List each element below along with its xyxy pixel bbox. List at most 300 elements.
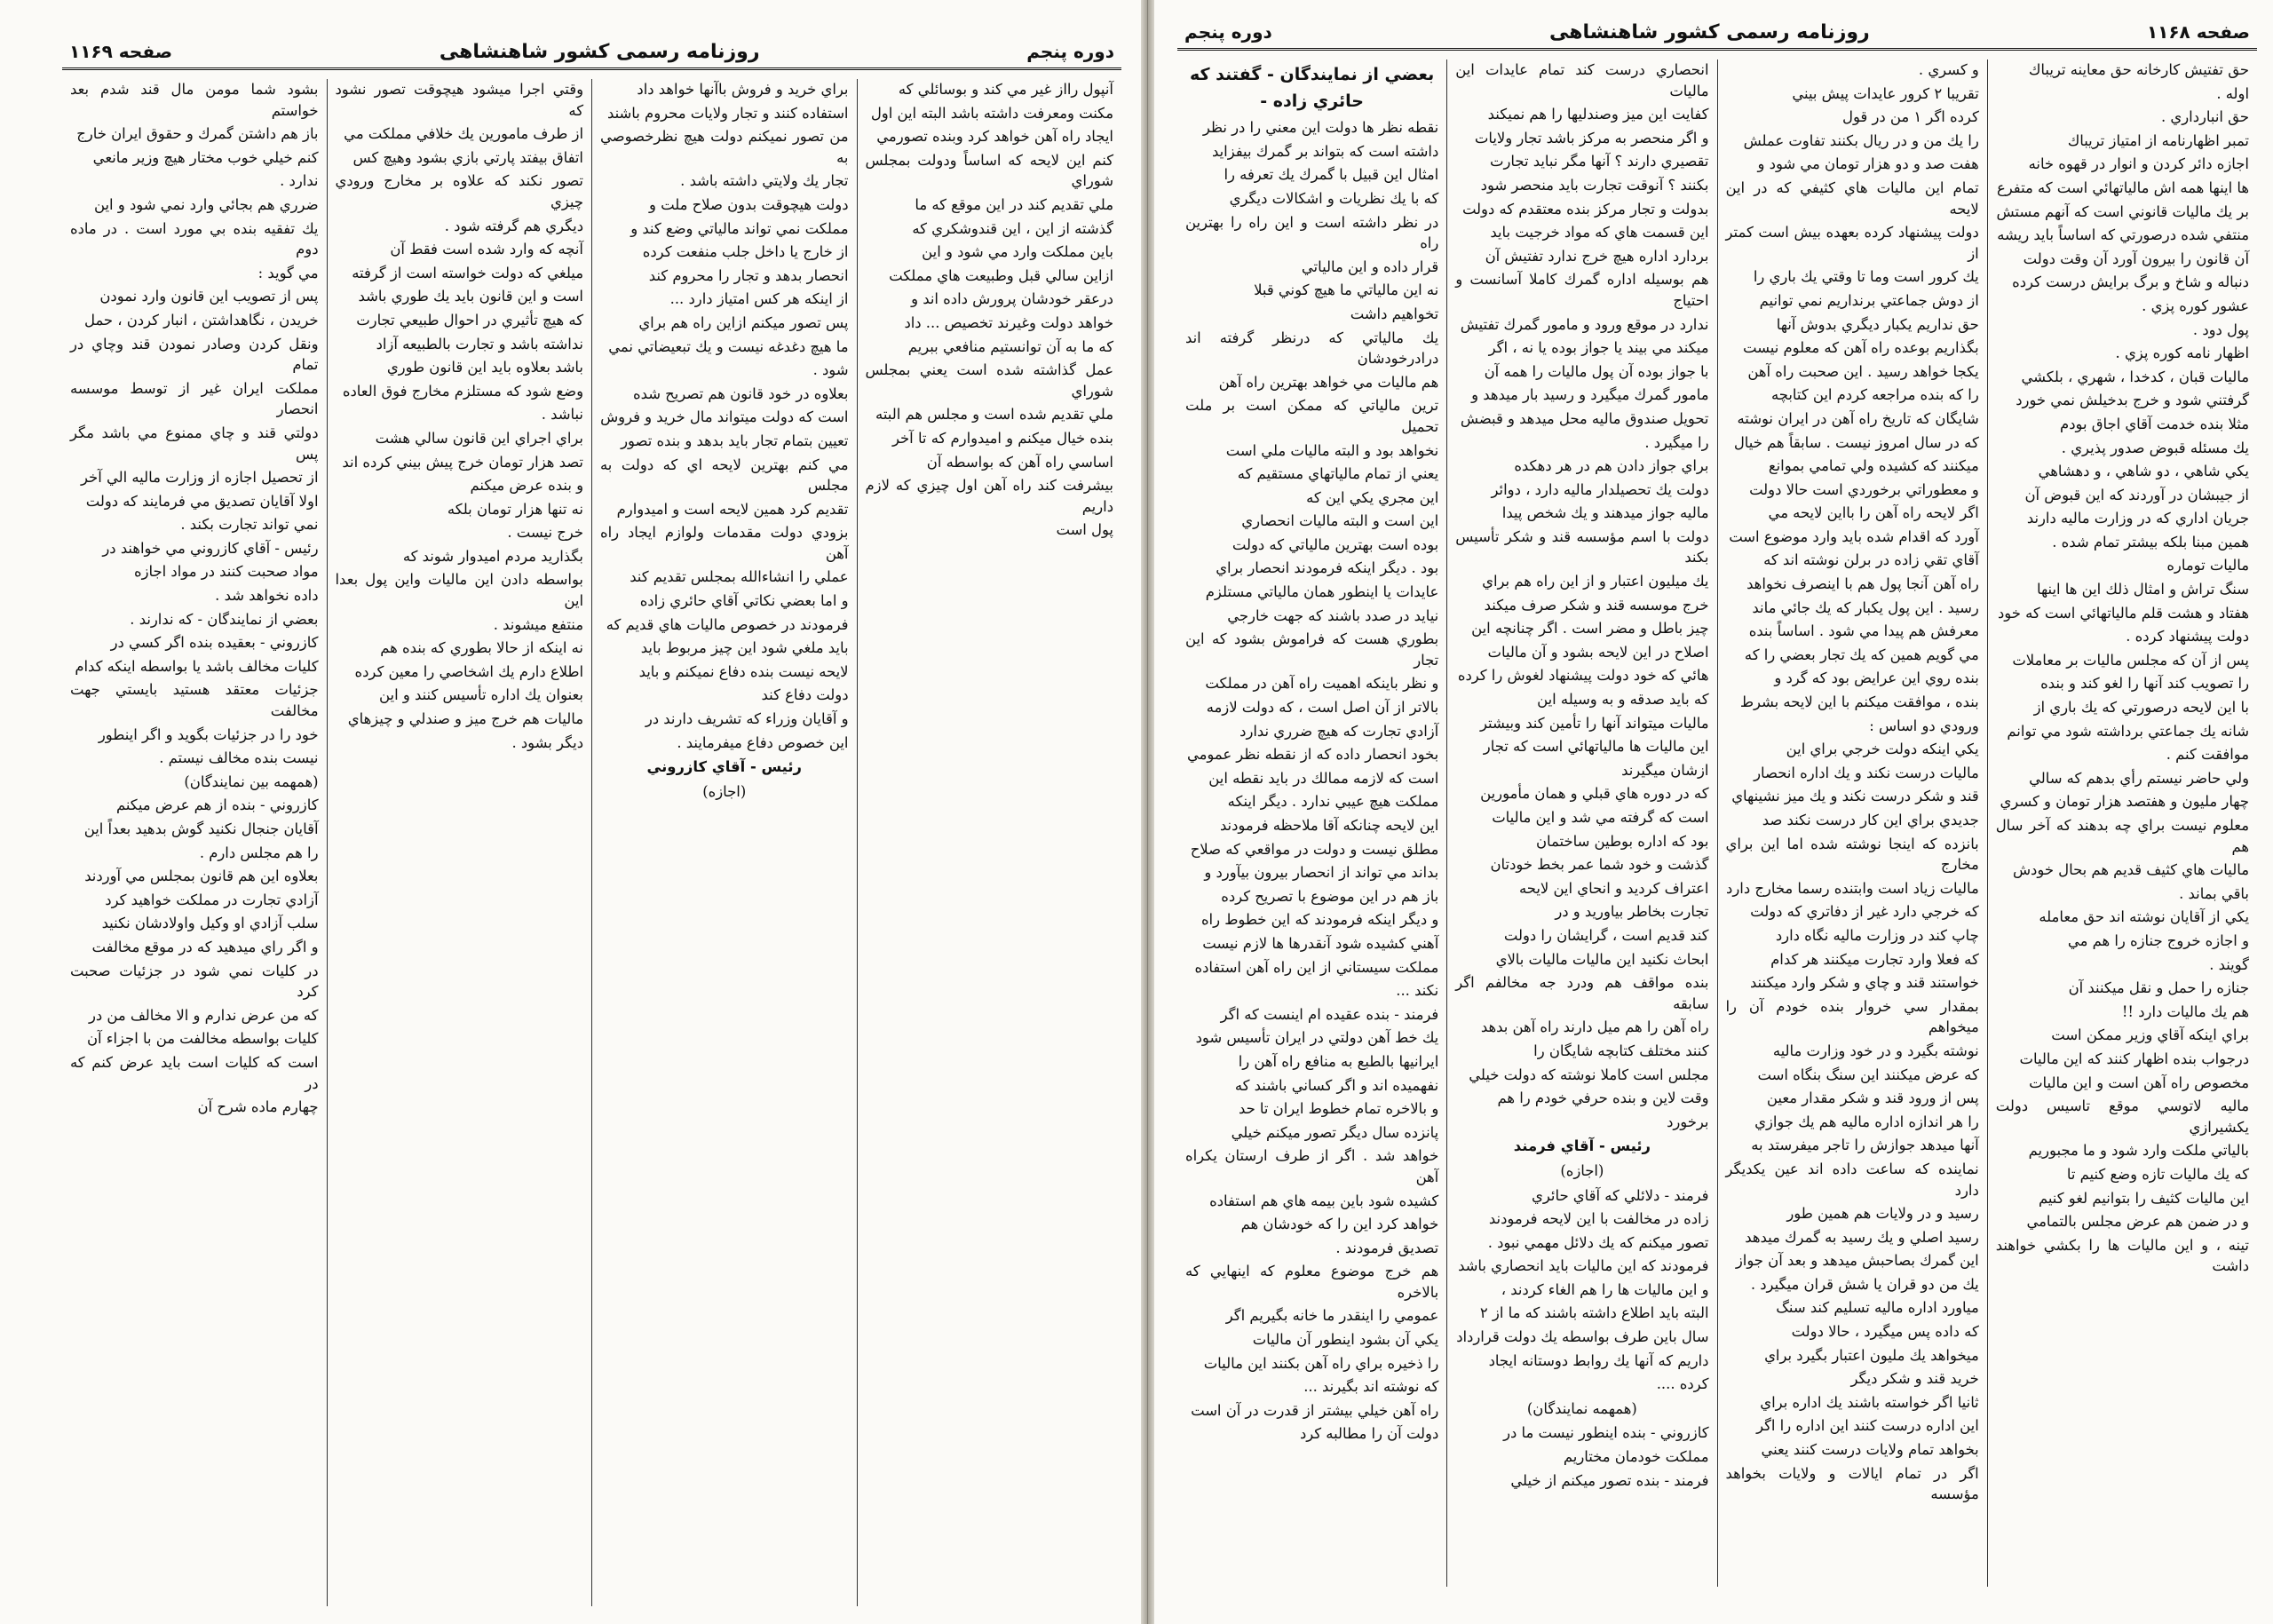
text-line: كنم اين لايحه كه اساساً ودولت بمجلس شوراي — [865, 151, 1113, 190]
text-line: تصور ميكنم كه يك دلائل مهمي نبود . — [1487, 1233, 1709, 1251]
text-line: ونقل كردن وصادر نمودن قند وچاي در تمام — [70, 335, 319, 374]
text-line: تحويل صندوق ماليه محل ميدهد و قبضش — [1460, 409, 1709, 427]
text-line: دولتي قند و چاي ممنوع مي باشد مگر پس — [70, 424, 319, 463]
text-line: با جواز بوده آن پول ماليات را همه آن — [1484, 362, 1709, 380]
text-line: خواهد شد . اگر از طرف ارستان يكراه آهن — [1185, 1147, 1439, 1185]
text-line: موافقت كنم . — [2166, 746, 2249, 764]
text-line: اتفاق بيفتد پارتي بازي بشود وهيچ كس — [352, 148, 583, 166]
text-line: كه من عرض ندارم و الا مخالف من در — [88, 1006, 319, 1024]
text-line: يعني از تمام مالياتهاي مستقيم كه — [1237, 465, 1439, 483]
text-line: ندارد . — [280, 172, 319, 190]
text-line: بانزده كه اينجا نوشته شده اما اين براي مخارج — [1725, 835, 1979, 874]
text-line: و اجازه خروج جنازه را هم مي — [2067, 931, 2249, 949]
text-line: كرده .... — [1656, 1375, 1709, 1393]
text-line: مجلس است كاملا نوشته كه دولت خيلي — [1469, 1066, 1709, 1083]
text-line: آزادي تجارت كه هيچ ضرري ندارد — [1239, 722, 1439, 740]
right-page-header — [1177, 16, 2257, 51]
text-line: بايد ملغي شود اين چيز مربوط بايد — [640, 639, 849, 657]
text-line: استفاده كنند و تجار ولايات محروم باشند — [607, 104, 849, 122]
text-line: بمقدار سي خروار بنده خودم آن را ميخواهم — [1725, 997, 1979, 1036]
text-line: خريدن ، نگاهداشتن ، انبار كردن ، حمل — [84, 311, 319, 329]
text-line: و در ضمن هم عرض مجلس بالتمامي — [2026, 1213, 2249, 1231]
text-line: آهني كشيده شود آنقدرها ها لازم نيست — [1202, 934, 1439, 952]
text-line: اين مجري يكي اين كه — [1306, 488, 1439, 506]
text-line: بنده روي اين عرايض بود كه گرد و — [1774, 669, 1979, 687]
text-line: از خارج يا داخل جلب منفعت كرده — [642, 243, 849, 261]
text-line: مي كنم بهترين لايحه اي كه دولت به مجلس — [600, 456, 849, 495]
text-line: آقايان جنجال نكنيد گوش بدهيد بعداً اين — [83, 820, 319, 837]
text-line: نباشد . — [541, 406, 583, 424]
text-line: يك مالياتي كه درنظر گرفته اند درادرخودشان — [1185, 329, 1439, 368]
text-line: اين لايحه چنانكه آقا ملاحظه فرمودند — [1219, 817, 1439, 834]
text-line: كشيده شود باين بيمه هاي هم استفاده — [1209, 1192, 1439, 1209]
text-line: اولا آقايان تصديق مي فرمايند كه دولت — [85, 492, 319, 510]
text-line: كه داده پس ميگيرد ، حالا دولت — [1791, 1323, 1979, 1341]
text-line: را هر اندازه اداره ماليه هم يك جوازي — [1754, 1113, 1979, 1130]
text-line: دولت پيشنهاد كرده بعهده بيش است كمتر از — [1725, 224, 1979, 262]
text-line: عملي را انشاءالله بمجلس تقديم كند — [630, 568, 849, 586]
text-line: يك ميليون اعتبار و از اين راه هم براي — [1482, 573, 1709, 590]
right-page-title: روزنامه رسمی کشور شاهنشاهی — [1549, 20, 1870, 44]
text-line: كرده اگر ۱ من در قول — [1842, 108, 1979, 126]
text-line: آقاي تقي زاده در برلن نوشته اند كه — [1763, 551, 1979, 569]
text-line: درجواب بنده اظهار كنند كه اين ماليات — [2019, 1050, 2249, 1067]
speaker-line: رئيس - آقاي كازروني — [646, 758, 802, 776]
text-line: بيشرفت كند راه آهن اول چيزي كه لازم داريم — [865, 477, 1113, 515]
text-line: تخواهيم داشت — [1350, 305, 1439, 322]
text-line: راه آهن آنجا پول هم با اينصرف نخواهد — [1746, 575, 1979, 593]
text-line: تمبر اظهارنامه از امتياز تريباك — [2067, 131, 2249, 149]
text-line: بخواهد تمام ولايات درست كنند يعني — [1761, 1441, 1979, 1459]
text-line: ملي تقديم كند در اين موقع كه ما — [915, 195, 1113, 213]
text-line: و معطوراتي برخوردي است حالا دولت — [1749, 480, 1979, 498]
text-line: آنپول رااز غیر مي كند و بوسائلي كه — [898, 81, 1113, 98]
text-line: بالياتي ملكت وارد شود و ما مجبوريم — [2028, 1142, 2249, 1160]
text-line: اوله . — [2216, 84, 2249, 102]
text-line: نفهميده اند و اگر كساني باشند كه — [1234, 1076, 1439, 1094]
text-line: عمومي را اينقدر ما خانه بگيريم اگر — [1225, 1307, 1439, 1325]
text-line: تقريبا ۲ كرور عايدات پيش بيني — [1792, 84, 1979, 102]
text-line: تينه ، و اين ماليات ها را بكشي خواهند داشت — [1995, 1236, 2249, 1275]
text-line: گذشت و خود شما عمر بخط خودتان — [1490, 856, 1709, 874]
text-line: آن قانون را بيرون آورد آن وقت دولت — [2023, 250, 2249, 267]
text-line: و اين ماليات ها را هم الغاء كردند ، — [1501, 1280, 1709, 1298]
text-line: بگذاريم بوعده راه آهن كه معلوم نيست — [1743, 339, 1979, 357]
text-line: مطلق نيست و دولت در مواقعي كه صلاح — [1190, 840, 1439, 858]
speaker-note: (اجازه) — [1560, 1161, 1604, 1179]
text-line: است كه كليات است بايد عرض كنم كه در — [70, 1053, 319, 1092]
text-line: اگر لايحه راه آهن را بااين لايحه مي — [1768, 504, 1979, 522]
text-line: خرج نيست . — [507, 524, 583, 542]
text-line: تجارت بخاطر بياوريد و در — [1555, 903, 1709, 921]
text-line: كنم خيلي خوب مختار هيچ وزير مانعي — [92, 148, 319, 166]
text-line: گويند . — [2209, 955, 2249, 973]
text-line: انحصاري درست كند تمام عايدات اين ماليات — [1455, 61, 1709, 99]
text-line: تجار يك ولايتي داشته باشد . — [680, 172, 849, 190]
text-line: كند قديم است ، گرايشان را دولت — [1503, 926, 1709, 944]
text-line: امثال اين قبيل با گمرك يك تعرفه را — [1224, 166, 1439, 184]
text-line: بوده است بهترين مالياتي كه دولت — [1232, 535, 1439, 553]
text-line: وقتي اجرا ميشود هيچوقت تصور نشود كه — [335, 81, 583, 119]
text-line: است كه لازمه ممالك در بايد نقطه اين — [1208, 769, 1439, 787]
text-line: فرمند - دلائلي كه آقاي حائري — [1532, 1186, 1709, 1204]
text-line: زاده در مخالفت با اين لايحه فرمودند — [1488, 1210, 1709, 1228]
text-line: مكنت ومعرفت داشته باشد البته اين اول — [870, 104, 1113, 122]
text-line: تصديق فرمودند . — [1335, 1239, 1439, 1256]
text-line: ندارد در موقع ورود و مامور گمرك تفتيش — [1460, 315, 1709, 333]
text-line: اين ماليات كثيف را بتوانيم لغو كنيم — [2038, 1189, 2249, 1207]
text-line: آزادي تجارت در مملكت خواهيد كرد — [105, 891, 319, 908]
text-line: ابحاث نكنيد اين ماليات ماليات بالاي — [1495, 950, 1709, 968]
text-line: ازاين سالي قبل وطبيعت هاي مملكت — [889, 266, 1113, 284]
left-page-header — [62, 36, 1121, 70]
text-line: اساسي راه آهن كه بواسطه آن — [926, 453, 1113, 471]
text-line: ماليه لاتوسي موقع تاسيس دولت يكشيرازي — [1995, 1097, 2249, 1136]
text-line: من تصور نميكنم دولت هيچ نظرخصوصي به — [600, 128, 849, 166]
text-line: نداشته باشد و تجارت بالطبيعه آزاد — [376, 335, 583, 353]
left-page-period: دوره پنجم — [1026, 41, 1114, 62]
text-line: يكي آن بشود اينطور آن ماليات — [1252, 1331, 1439, 1349]
text-line: مياورد اداره ماليه تسليم كند سنگ — [1776, 1299, 1979, 1317]
text-line: هم بوسيله اداره گمرك كاملا آسانست و احتياج — [1455, 271, 1709, 309]
text-line: چاپ كند در وزارت ماليه نگاه دارد — [1775, 926, 1979, 944]
text-line: بنده مواقف هم ودرد جه مخالفم اگر سابقه — [1455, 974, 1709, 1012]
right-page-period: دوره پنجم — [1184, 21, 1272, 43]
text-line: اجازه دائر كردن و انوار در قهوه خانه — [2028, 155, 2249, 173]
text-line: مخصوص راه آهن است و اين ماليات — [2029, 1073, 2249, 1091]
text-line: كه هيچ تأثيري در احوال طبيعي تجارت — [356, 311, 583, 329]
text-line: دولت آن را مطالبه كرد — [1299, 1425, 1439, 1443]
text-line: كازروني - بنده از هم عرض ميكنم — [115, 796, 319, 814]
text-line: اين خصوص دفاع ميفرمايند . — [677, 733, 849, 751]
right-page-columns — [1177, 59, 2257, 1587]
text-line: نه تنها هزار تومان بلكه — [447, 500, 583, 518]
text-line: از تحصيل اجازه از وزارت ماليه الي آخر — [81, 469, 319, 487]
text-line: تمام اين ماليات هاي كثيفي كه در اين لايحه — [1725, 178, 1979, 218]
text-line: از جيبشان در آوردند كه اين قبوض آن — [2024, 486, 2249, 503]
text-line: كه با يك نظريات و اشكالات ديگري — [1229, 189, 1439, 207]
text-line: معلوم نيست براي چه بدهند كه آخر سال هم — [1995, 817, 2249, 855]
right-column-2 — [1717, 59, 1987, 1587]
text-line: دنباله و شاخ و برگ برايش درست كرده — [2012, 273, 2249, 291]
text-line: رسيد و در ولايات هم همين طور — [1786, 1205, 1979, 1223]
text-line: از طرف مامورين يك خلافي مملكت مي — [344, 125, 583, 143]
text-line: شايگان كه تاريخ راه آهن در ايران نوشته — [1737, 409, 1979, 427]
text-line: مثلا بنده خدمت آقاي اجاق بودم — [2060, 415, 2249, 432]
text-line: و اما بعضي نكاتي آقاي حائري زاده — [639, 592, 849, 610]
text-line: در نظر داشته است و اين راه را بهترين راه — [1185, 213, 1439, 252]
text-line: بطوري هست كه فراموش بشود كه اين تجار — [1185, 630, 1439, 669]
text-line: وقت لاين و بنده حرفي خودم را هم — [1497, 1089, 1709, 1107]
text-line: باز هم داشتن گمرك و حقوق ايران خارج — [76, 125, 319, 143]
text-line: سال باين طرف بواسطه يك دولت قرارداد — [1456, 1328, 1709, 1346]
text-line: نه اين مالياتي ما هيچ كوني قبلا — [1254, 281, 1439, 299]
text-line: مملكت سيستاني از اين راه آهن استفاده — [1194, 958, 1439, 976]
text-line: ايجاد راه آهن خواهد كرد وبنده تصورمي — [876, 128, 1113, 146]
text-line: آنچه كه وارد شده است فقط آن — [390, 241, 583, 258]
text-line: راه آهن را هم ميل دارند راه آهن بدهد — [1480, 1018, 1709, 1036]
text-line: پس از ورود قند و شكر مقدار معين — [1766, 1089, 1979, 1107]
text-line: فرمودند در خصوص ماليات هاي قديم كه — [606, 615, 849, 633]
text-line: براي خريد و فروش باآنها خواهد داد — [637, 81, 849, 98]
section-subhead: حائري زاده - — [1260, 91, 1364, 111]
text-line: دولت دفاع كند — [761, 686, 849, 704]
text-line: براي اينكه آقاي وزير ممكن است — [2051, 1026, 2249, 1044]
text-line: ورودي دو اساس : — [1869, 717, 1979, 734]
text-line: بعنوان يك اداره تأسيس كنند و اين — [379, 686, 583, 704]
text-line: آنها ميدهد جوازش را تاجر ميفرستد به — [1751, 1137, 1979, 1154]
text-line: حق نداريم يكبار ديگري بدوش آنها — [1776, 315, 1979, 333]
text-line: بود كه اداره بوطين ساختمان — [1536, 832, 1709, 850]
text-line: و نظر باينكه اهميت راه آهن در مملكت — [1205, 675, 1439, 693]
page-gutter — [1141, 0, 1154, 1624]
text-line: كه ما به آن توانستيم منافعي ببريم — [907, 337, 1113, 355]
text-line: پس از تصويب اين قانون وارد نمودن — [99, 288, 319, 305]
text-line: فرمند - بنده تصور ميكنم از خيلي — [1510, 1471, 1709, 1489]
text-line: باقي بماند . — [2179, 884, 2249, 902]
text-line: بالاتر از آن اصل است ، كه دولت لازمه — [1206, 699, 1439, 717]
text-line: آورد كه اقدام شده بايد وارد موضوع است — [1729, 527, 1979, 545]
right-column-3 — [1446, 59, 1716, 1587]
text-line: نيايد در صدد باشند كه جهت خارجي — [1227, 606, 1439, 624]
text-line: و آقايان وزراء كه تشريف دارند در — [645, 710, 849, 728]
left-column-3 — [327, 79, 592, 1606]
text-line: پس از آن كه مجلس ماليات بر معاملات — [2012, 651, 2249, 669]
text-line: يك خط آهن دولتي در ايران تأسيس شود — [1195, 1029, 1439, 1047]
text-line: است و اين قانون بايد يك طوري باشد — [358, 288, 583, 305]
left-page-number: صفحه ۱۱۶۹ — [69, 41, 173, 62]
text-line: يكي اينكه دولت خرجي براي اين — [1786, 741, 1979, 758]
text-line: را ميگيرد . — [1644, 433, 1709, 451]
text-line: جديدي براي اين كار درست نكند صد — [1762, 812, 1979, 828]
text-line: دولت با اسم مؤسسه قند و شكر تأسيس بكند — [1455, 527, 1709, 566]
text-line: چهار مليون و هفتصد هزار تومان و كسري — [2000, 793, 2249, 811]
text-line: مملكت ايران غير از توسط موسسه انحصار — [70, 379, 319, 418]
text-line: بعضي از نمايندگان - كه ندارند . — [130, 610, 319, 628]
text-line: بردارد اداره هيچ خرج ندارد تفتيش آن — [1485, 247, 1709, 265]
text-line: انحصار بدهد و تجار را محروم كند — [648, 266, 849, 284]
text-line: بداند مي تواند از انحصار بيرون بيآورد و — [1204, 864, 1439, 882]
text-line: را هم مجلس دارم . — [199, 844, 319, 861]
text-line: كليات بواسطه مخالفت من با اجزاء آن — [86, 1030, 319, 1048]
text-line: كه عرض ميكنند اين سنگ بنگاه است — [1757, 1066, 1979, 1083]
text-line: نكند ... — [1396, 982, 1439, 1000]
text-line: است كه گرفته مي شد و اين ماليات — [1492, 809, 1709, 826]
text-line: داده نخواهد شد . — [215, 587, 319, 605]
text-line: يك كرور است وما تا وقتي يك باري را — [1753, 268, 1979, 286]
text-line: خواستند قند و چاي و شكر وارد ميكنند — [1749, 974, 1979, 992]
text-line: نماينده كه ساعت داده اند عين يكديگر دارد — [1725, 1160, 1979, 1199]
text-line: جريان اداري كه در وزارت ماليه دارند — [2026, 510, 2249, 527]
text-line: ميكنند كه كشيده ولي تمامي بموانع — [1768, 457, 1979, 475]
text-line: كليات مخالف باشد يا بواسطه اينكه كدام — [75, 657, 319, 675]
text-line: مي گويد : — [257, 264, 319, 281]
text-line: اين قسمت هاي كه مواد خرجيت بايد — [1490, 224, 1709, 242]
text-line: داشته است كه بتواند بر گمرك بيفزايد — [1212, 142, 1439, 160]
text-line: خرج موسسه قند و شكر صرف ميكند — [1484, 596, 1709, 614]
right-column-4 — [1177, 59, 1446, 1587]
text-line: رسيد اصلي و يك رسيد به گمرك ميدهد — [1745, 1228, 1979, 1246]
text-line: همين مبنا بلكه بيشتر تمام شده . — [2052, 533, 2249, 551]
text-line: خود را در جزئيات بگويد و اگر اينطور — [98, 725, 319, 743]
text-line: ميكند مي بيند يا جواز بوده يا نه ، اگر — [1488, 339, 1709, 357]
text-line: چيز باطل و مضر است . اگر چنانچه اين — [1471, 620, 1709, 638]
text-line: مملكت نمي تواند مالياتي وضع كند و — [630, 219, 849, 237]
section-subhead: بعضي از نمايندگان - گفتند كه — [1189, 65, 1435, 84]
text-line: مي گويم همين كه يك تجار بعضي را كه — [1744, 646, 1979, 663]
text-line: نقطه نظر ها دولت اين معني را در نظر — [1202, 119, 1439, 137]
speaker-note: (اجازه) — [702, 782, 747, 800]
text-line: و اگر راي ميدهيد كه در موقع مخالفت — [91, 938, 319, 955]
text-line: منتفي شده درصورتي كه اساساً بايد ريشه — [1997, 226, 2249, 244]
text-line: يك مسئله قبوض صدور پذيري . — [2061, 439, 2249, 456]
text-line: قرار داده و اين مالياتي — [1301, 257, 1439, 275]
text-line: نمي تواند تجارت بكند . — [180, 516, 319, 534]
right-column-1 — [1987, 59, 2257, 1587]
text-line: يكجا خواهد رسيد . اين صحبت راه آهن — [1747, 362, 1979, 380]
text-line: حق تفتيش كارخانه حق معاينه تريباك — [2028, 61, 2249, 78]
text-line: اطلاع دارم يك اشخاصي را معين كرده — [354, 662, 583, 680]
text-line: پول است — [1056, 521, 1113, 539]
text-line: حق انبارداري . — [2160, 108, 2249, 126]
text-line: بشود شما مومن مال قند شدم بعد خواستم — [70, 81, 319, 119]
left-column-1 — [857, 79, 1122, 1606]
text-line: برخورد — [1667, 1113, 1709, 1130]
text-line: باشد بعلاوه بايد اين قانون طوري — [386, 359, 583, 376]
text-line: معرفش هم پيدا مي شود . اساساً بنده — [1748, 622, 1979, 640]
text-line: ماليات درست نكند و يك اداره انحصار — [1754, 764, 1979, 781]
text-line: اصلاح در اين لايحه بشود و آن ماليات — [1487, 643, 1709, 661]
text-line: كفايت اين ميز وصندليها را هم نميكند — [1487, 106, 1709, 123]
text-line: تقديم كرد همين لايحه است و اميدوارم — [616, 500, 849, 518]
text-line: تقصيري دارند ؟ آنها مگر نبايد تجارت — [1490, 153, 1709, 170]
text-line: نيست بنده مخالف نيستم . — [159, 749, 319, 767]
text-line: اعتراف كرديد و انحاي اين لايحه — [1518, 879, 1709, 897]
text-line: مامور گمرك ميگيرد و رسيد بار ميدهد و — [1471, 386, 1709, 404]
text-line: ولي حاضر نيستم رأي بدهم كه سالي — [2029, 769, 2249, 787]
text-line: راه آهن خيلي بيشتر از قدرت در آن است — [1191, 1401, 1439, 1419]
text-line: يكي شاهي ، دو شاهي ، و دهشاهي — [2038, 463, 2249, 480]
text-line: كه فعلا وارد تجارت ميكنند هر كدام — [1770, 950, 1979, 968]
text-line: ماليات هاي كثيف قديم هم بحال خودش — [2013, 861, 2249, 879]
text-line: شانه يك جماعتي برداشته شود مي توانم — [2007, 722, 2249, 740]
text-line: كه نوشته اند بگيرند ... — [1303, 1378, 1439, 1396]
text-line: نوشته بگيرد و در خود وزارت ماليه — [1772, 1042, 1979, 1059]
text-line: پانزده سال ديگر تصور ميكنم خيلي — [1231, 1123, 1439, 1141]
text-line: هفتاد و هشت قلم مالياتهائي است كه خود — [1997, 604, 2249, 622]
text-line: اگر در تمام ايالات و ولايات بخواهد مؤسسه — [1725, 1464, 1979, 1503]
text-line: منتفع ميشوند . — [493, 615, 583, 633]
text-line: را يك من و در ريال بكنند تفاوت عملش — [1743, 131, 1979, 149]
text-line: چهارم ماده شرح آن — [197, 1098, 319, 1116]
text-line: ثانيا اگر خواسته باشند يك اداره براي — [1760, 1393, 1979, 1411]
assembly-note: (همهمه نمايندگان) — [1526, 1399, 1637, 1417]
text-line: ميخواهد يك مليون اعتبار بگيرد براي — [1764, 1346, 1979, 1364]
text-line: رسيد . اين پول يكبار كه يك جائي ماند — [1752, 598, 1979, 616]
text-line: اين اداره درست كنند اين اداره را اگر — [1756, 1417, 1979, 1435]
left-page-title: روزنامه رسمی کشور شاهنشاهی — [439, 40, 760, 63]
text-line: كه در سال امروز نيست . سابقاً هم خيال — [1733, 433, 1979, 451]
text-line: بنده خيال ميكنم و اميدوارم كه تا آخر — [892, 429, 1113, 447]
left-column-4 — [62, 79, 327, 1606]
text-line: براي اجراي اين قانون سالي هشت — [375, 429, 583, 447]
text-line: اين گمرك بصاحبش ميدهد و بعد آن جواز — [1735, 1252, 1979, 1270]
text-line: بكنند ؟ آنوقت تجارت بايد منحصر شود — [1480, 176, 1709, 194]
text-line: ترين مالياتي كه ممكن است بر ملت تحميل — [1185, 397, 1439, 435]
text-line: بعلاوه اين هم قانون بمجلس مي آوردند — [84, 867, 319, 885]
text-line: لايحه نيست بنده دفاع نميكنم و بايد — [638, 662, 849, 680]
text-line: قند و شكر درست نكند و يك ميز نشينهاي — [1731, 788, 1979, 805]
text-line: تصور نكند كه علاوه بر مخارج ورودي چيزي — [335, 172, 583, 210]
left-page-columns — [62, 79, 1121, 1606]
text-line: بخود انحصار داده كه از نقطه نظر عمومي — [1186, 746, 1439, 764]
text-line: يكي از آقايان نوشته اند حق معامله — [2039, 908, 2249, 926]
text-line: تصد هزار تومان خرج پيش بيني كرده اند — [342, 453, 583, 471]
text-line: دولت هيچوقت بدون صلاح ملت و — [648, 195, 849, 213]
text-line: و بنده عرض ميكنم — [470, 477, 583, 495]
text-line: ماليات قبان ، كدخدا ، شهري ، بلكشي — [2021, 368, 2249, 385]
text-line: درعقر خودشان پرورش داده اند و — [911, 290, 1113, 308]
text-line: هم يك ماليات دارد !! — [2121, 1002, 2249, 1020]
text-line: نه اينكه از حالا بطوري كه بنده هم — [380, 639, 583, 657]
text-line: فرمودند كه اين ماليات بايد انحصاري باشد — [1458, 1257, 1709, 1275]
text-line: خريد قند و شكر ديگر — [1850, 1370, 1979, 1388]
text-line: نخواهد بود و البته ماليات ملي است — [1225, 441, 1439, 459]
speaker-line: رئيس - آقاي فرمند — [1513, 1137, 1651, 1155]
text-line: كازروني - بعقيده بنده اگر كسي در — [110, 634, 319, 652]
text-line: يك تفقيه بنده بي مورد است . در ماده دوم — [70, 219, 319, 258]
text-line: ديگري هم گرفته شود . — [444, 217, 583, 234]
text-line: مملكت خودمان مختاريم — [1563, 1448, 1709, 1466]
text-line: در كليات نمي شود در جزئيات صحبت كرد — [70, 962, 319, 1001]
text-line: اين است و البته ماليات انحصاري — [1241, 512, 1439, 530]
text-line: ضرري هم بجائي وارد نمي شود و اين — [94, 195, 319, 213]
text-line: عمل گذاشته شده است يعني بمجلس شوراي — [865, 361, 1113, 400]
text-line: كنند مختلف كتابچه شايگان را — [1533, 1042, 1709, 1059]
text-line: ميلغي كه دولت خواسته است از گرفته — [352, 264, 583, 281]
text-line: پول دود . — [2192, 321, 2249, 338]
text-line: باين مملكت وارد مي شود و اين — [922, 243, 1113, 261]
text-line: بواسطه دادن اين ماليات واين پول بعدا اين — [335, 571, 583, 610]
text-line: عشور كوره پزي . — [2142, 297, 2249, 314]
text-line: اظهار نامه كوره پزي . — [2115, 345, 2249, 362]
text-line: باز هم در اين موضوع با تصريح كرده — [1221, 887, 1439, 905]
text-line: و بالاخره تمام خطوط ايران تا حد — [1238, 1100, 1439, 1118]
text-line: خواهد كرد اين را كه خودشان هم — [1240, 1216, 1439, 1233]
right-page-number: صفحه ۱۱۶۸ — [2146, 21, 2250, 43]
text-line: دولت يك تحصيلدار ماليه دارد ، دوائر — [1491, 480, 1709, 498]
text-line: بر يك ماليات قانوني است كه آنهم مستش — [1996, 202, 2249, 220]
text-line: البته بايد اطلاع داشته باشند كه ما از ۲ — [1479, 1304, 1709, 1322]
text-line: مواد صحبت كنند در مواد اجازه — [134, 563, 319, 581]
text-line: كه در دوره هاي قبلي و همان مأمورين — [1480, 785, 1709, 803]
text-line: كه خرجي دارد غير از دفاتري كه دولت — [1750, 903, 1979, 921]
text-line: فرمند - بنده عقيده ام اينست كه اگر — [1220, 1005, 1439, 1023]
text-line: را ذخيره براي راه آهن بكنند اين ماليات — [1203, 1354, 1439, 1372]
text-line: عايدات يا اينطور همان مالياتي مستلزم — [1205, 583, 1439, 601]
text-line: جنازه را حمل و نقل ميكنند آن — [2068, 979, 2249, 997]
text-line: دولت پيشنهاد كرده . — [2126, 628, 2249, 646]
text-line: خواهد دولت وغيرند تخصيص ... داد — [904, 313, 1113, 331]
text-line: هم ماليات مي خواهد بهترين راه آهن — [1218, 373, 1439, 391]
text-line: وضع شود كه مستلزم مخارج فوق العاده — [342, 382, 583, 400]
text-line: است كه دولت ميتواند مال خريد و فروش — [600, 408, 849, 426]
text-line: بگذاريد مردم اميدوار شوند كه — [402, 547, 583, 565]
text-line: رئيس - آقاي كازروني مي خواهند در — [102, 539, 319, 557]
text-line: سلب آزادي او وكيل واولادشان نكنيد — [101, 915, 319, 932]
text-line: پس تصور ميكنم ازاين راه هم براي — [638, 313, 849, 331]
text-line: از دوش جماعتي برنداريم نمي توانيم — [1759, 291, 1979, 309]
